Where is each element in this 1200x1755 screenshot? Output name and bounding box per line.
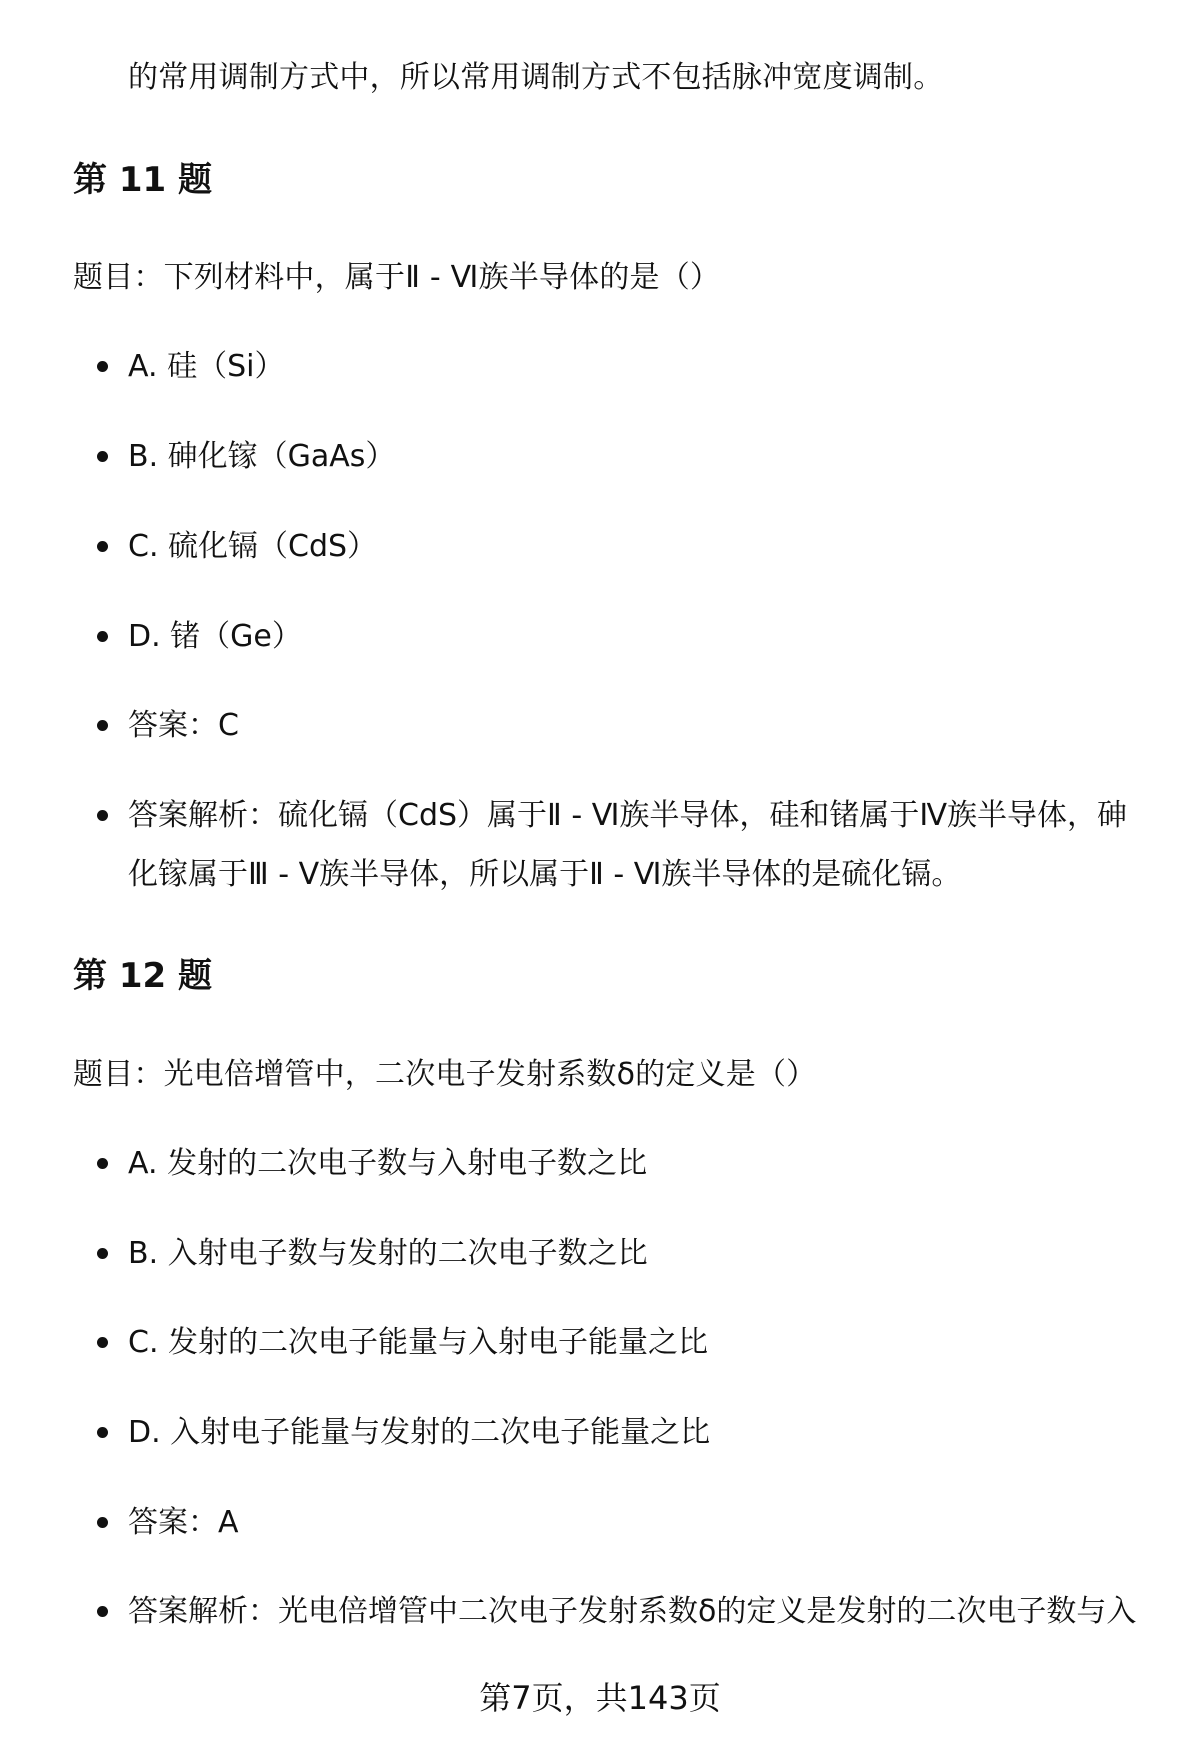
continuation-text: 的常用调制方式中，所以常用调制方式不包括脉冲宽度调制。 <box>128 60 944 95</box>
bullet-icon <box>97 631 108 642</box>
option-c: C. 硫化镉（CdS） <box>128 529 378 564</box>
bullet-icon <box>97 1606 108 1617</box>
option-c: C. 发射的二次电子能量与入射电子能量之比 <box>128 1325 709 1360</box>
bullet-icon <box>97 1517 108 1528</box>
explanation-line-2: 化镓属于Ⅲ - Ⅴ族半导体，所以属于Ⅱ - Ⅵ族半导体的是硫化镉。 <box>128 857 962 892</box>
bullet-icon <box>97 541 108 552</box>
page-number: 第7页，共143页 <box>479 1679 721 1717</box>
explanation-line-1: 答案解析：光电倍增管中二次电子发射系数δ的定义是发射的二次电子数与入 <box>128 1594 1137 1629</box>
question-12-heading: 第 12 题 <box>73 956 212 996</box>
bullet-icon <box>97 1248 108 1259</box>
bullet-icon <box>97 1158 108 1169</box>
question-11-heading: 第 11 题 <box>73 160 212 200</box>
bullet-icon <box>97 1337 108 1348</box>
option-a: A. 硅（Si） <box>128 349 285 384</box>
bullet-icon <box>97 810 108 821</box>
option-a: A. 发射的二次电子数与入射电子数之比 <box>128 1146 648 1181</box>
bullet-icon <box>97 720 108 731</box>
bullet-icon <box>97 451 108 462</box>
option-d: D. 锗（Ge） <box>128 619 302 654</box>
explanation-line-1: 答案解析：硫化镉（CdS）属于Ⅱ - Ⅵ族半导体，硅和锗属于Ⅳ族半导体，砷 <box>128 798 1128 833</box>
option-b: B. 入射电子数与发射的二次电子数之比 <box>128 1236 648 1271</box>
question-11-stem: 题目：下列材料中，属于Ⅱ - Ⅵ族半导体的是（） <box>73 260 721 295</box>
option-b: B. 砷化镓（GaAs） <box>128 439 396 474</box>
bullet-icon <box>97 361 108 372</box>
bullet-icon <box>97 1427 108 1438</box>
option-d: D. 入射电子能量与发射的二次电子能量之比 <box>128 1415 711 1450</box>
answer: 答案：C <box>128 708 239 743</box>
answer: 答案：A <box>128 1505 239 1540</box>
question-12-stem: 题目：光电倍增管中，二次电子发射系数δ的定义是（） <box>73 1057 817 1092</box>
